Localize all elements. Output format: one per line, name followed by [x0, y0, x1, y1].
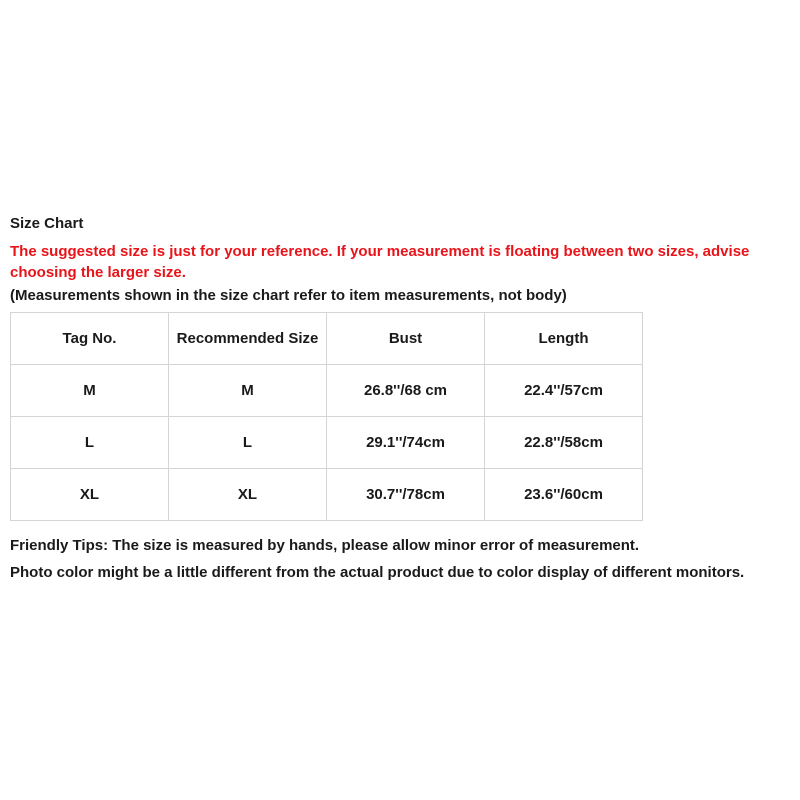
table-row — [11, 417, 643, 469]
cell-tag-no: XL — [11, 469, 169, 521]
cell-length: 22.4''/57cm — [485, 365, 643, 417]
cell-bust: 26.8''/68 cm — [327, 365, 485, 417]
header-length: Length — [485, 313, 643, 365]
header-recommended-size: Recommended Size — [169, 313, 327, 365]
cell-recommended-size: L — [169, 417, 327, 469]
cell-recommended-size: M — [169, 365, 327, 417]
measurement-note: (Measurements shown in the size chart refer to item measurements, not body) — [10, 287, 567, 304]
cell-length: 23.6''/60cm — [485, 469, 643, 521]
friendly-tip: Friendly Tips: The size is measured by hands, please allow minor error of measurement. — [10, 537, 640, 554]
cell-tag-no: M — [11, 365, 169, 417]
size-notice: The suggested size is just for your reference. If your measurement is floating between two sizes, advise choosing the larger size. — [10, 243, 750, 281]
color-tip: Photo color might be a little different from the actual product due to color display of different monitors. — [10, 564, 745, 581]
table-row — [11, 365, 643, 417]
cell-bust: 30.7''/78cm — [327, 469, 485, 521]
size-table — [10, 312, 643, 521]
cell-tag-no: L — [11, 417, 169, 469]
header-bust: Bust — [327, 313, 485, 365]
page-title: Size Chart — [10, 215, 84, 232]
header-tag-no: Tag No. — [11, 313, 169, 365]
cell-length: 22.8''/58cm — [485, 417, 643, 469]
cell-bust: 29.1''/74cm — [327, 417, 485, 469]
cell-recommended-size: XL — [169, 469, 327, 521]
table-row — [11, 469, 643, 521]
table-header-row — [11, 313, 643, 365]
